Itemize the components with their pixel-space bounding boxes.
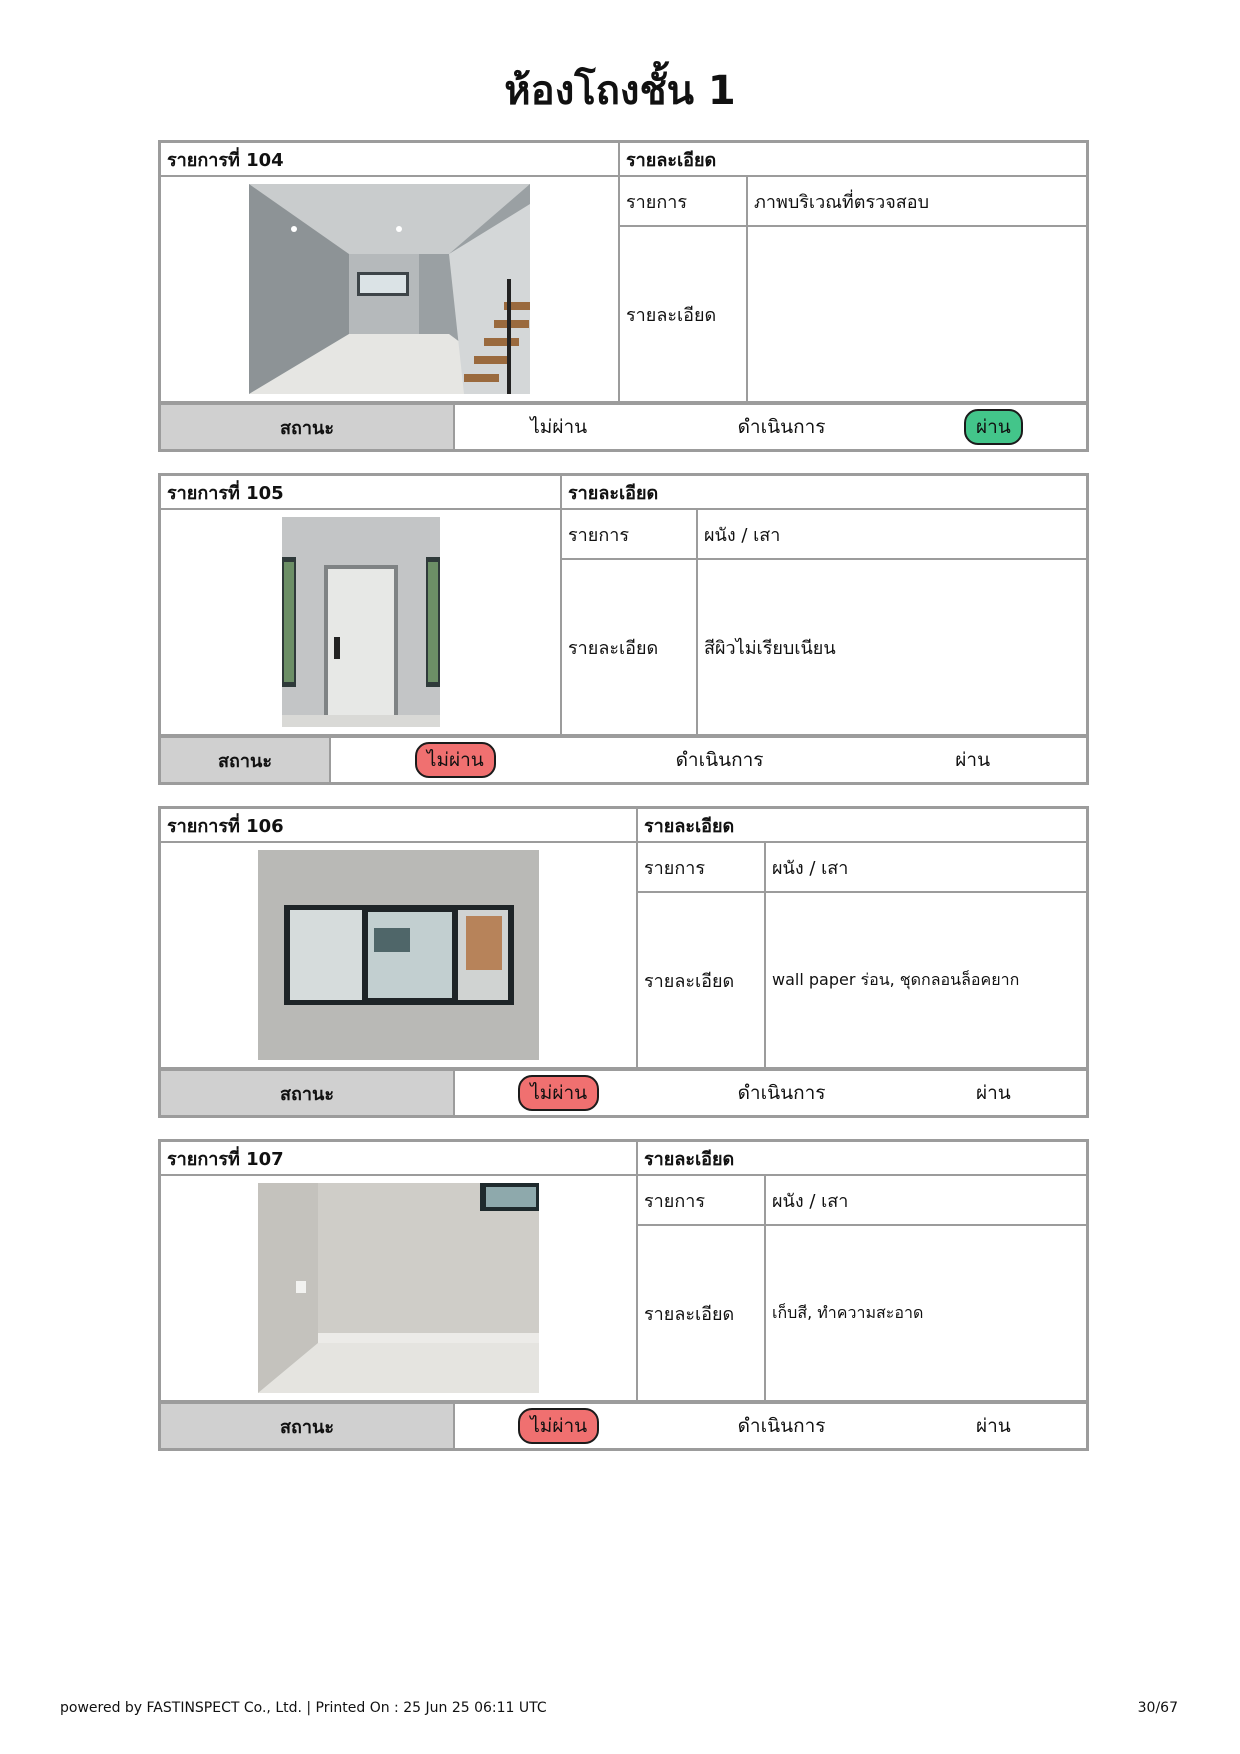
photo-cell — [161, 176, 619, 402]
status-pass[interactable]: ผ่าน — [955, 749, 991, 771]
item-value: ผนัง / เสา — [765, 1175, 1086, 1225]
status-fail[interactable]: ไม่ผ่าน — [415, 742, 496, 778]
wall-corner-photo[interactable] — [258, 1183, 539, 1393]
item-title: รายการที่ 105 — [161, 476, 561, 509]
footer-credit: powered by FASTINSPECT Co., Ltd. | Printed On : 25 Jun 25 06:11 UTC — [60, 1700, 547, 1716]
status-bar — [161, 736, 1086, 782]
status-fail[interactable]: ไม่ผ่าน — [518, 1408, 599, 1444]
status-pass[interactable]: ผ่าน — [964, 409, 1023, 445]
status-label: สถานะ — [161, 1404, 455, 1448]
status-in-progress[interactable]: ดำเนินการ — [675, 749, 764, 771]
detail-header: รายละเอียด — [619, 143, 1086, 176]
item-value: ผนัง / เสา — [765, 842, 1086, 892]
inspection-item-104 — [158, 140, 1089, 452]
photo-cell — [161, 1175, 637, 1401]
inspection-item-107 — [158, 1139, 1089, 1451]
door-photo[interactable] — [282, 517, 440, 727]
inspection-item-106 — [158, 806, 1089, 1118]
status-in-progress[interactable]: ดำเนินการ — [737, 416, 826, 438]
detail-value: wall paper ร่อน, ชุดกลอนล็อคยาก — [765, 892, 1086, 1068]
detail-label: รายละเอียด — [619, 226, 747, 402]
item-value: ผนัง / เสา — [697, 509, 1086, 559]
status-fail[interactable]: ไม่ผ่าน — [518, 1075, 599, 1111]
detail-value — [747, 226, 1086, 402]
item-title: รายการที่ 107 — [161, 1142, 637, 1175]
status-label: สถานะ — [161, 738, 331, 782]
status-pass[interactable]: ผ่าน — [975, 1415, 1011, 1437]
window-photo[interactable] — [258, 850, 539, 1060]
status-in-progress[interactable]: ดำเนินการ — [737, 1415, 826, 1437]
status-bar — [161, 1069, 1086, 1115]
status-bar — [161, 1402, 1086, 1448]
detail-value: เก็บสี, ทำความสะอาด — [765, 1225, 1086, 1401]
detail-label: รายละเอียด — [561, 559, 697, 735]
item-label: รายการ — [619, 176, 747, 226]
item-label: รายการ — [637, 842, 765, 892]
detail-label: รายละเอียด — [637, 892, 765, 1068]
item-label: รายการ — [637, 1175, 765, 1225]
detail-label: รายละเอียด — [637, 1225, 765, 1401]
page-title: ห้องโถงชั้น 1 — [504, 68, 736, 114]
status-pass[interactable]: ผ่าน — [975, 1082, 1011, 1104]
status-fail[interactable]: ไม่ผ่าน — [530, 416, 588, 438]
item-title: รายการที่ 106 — [161, 809, 637, 842]
photo-cell — [161, 509, 561, 735]
inspection-item-105 — [158, 473, 1089, 785]
item-value: ภาพบริเวณที่ตรวจสอบ — [747, 176, 1086, 226]
room-photo[interactable] — [249, 184, 530, 394]
item-label: รายการ — [561, 509, 697, 559]
detail-value: สีผิวไม่เรียบเนียน — [697, 559, 1086, 735]
detail-header: รายละเอียด — [637, 809, 1086, 842]
status-bar — [161, 403, 1086, 449]
detail-header: รายละเอียด — [637, 1142, 1086, 1175]
status-label: สถานะ — [161, 405, 455, 449]
item-title: รายการที่ 104 — [161, 143, 619, 176]
detail-header: รายละเอียด — [561, 476, 1086, 509]
status-in-progress[interactable]: ดำเนินการ — [737, 1082, 826, 1104]
status-label: สถานะ — [161, 1071, 455, 1115]
photo-cell — [161, 842, 637, 1068]
page-number: 30/67 — [1137, 1700, 1178, 1716]
